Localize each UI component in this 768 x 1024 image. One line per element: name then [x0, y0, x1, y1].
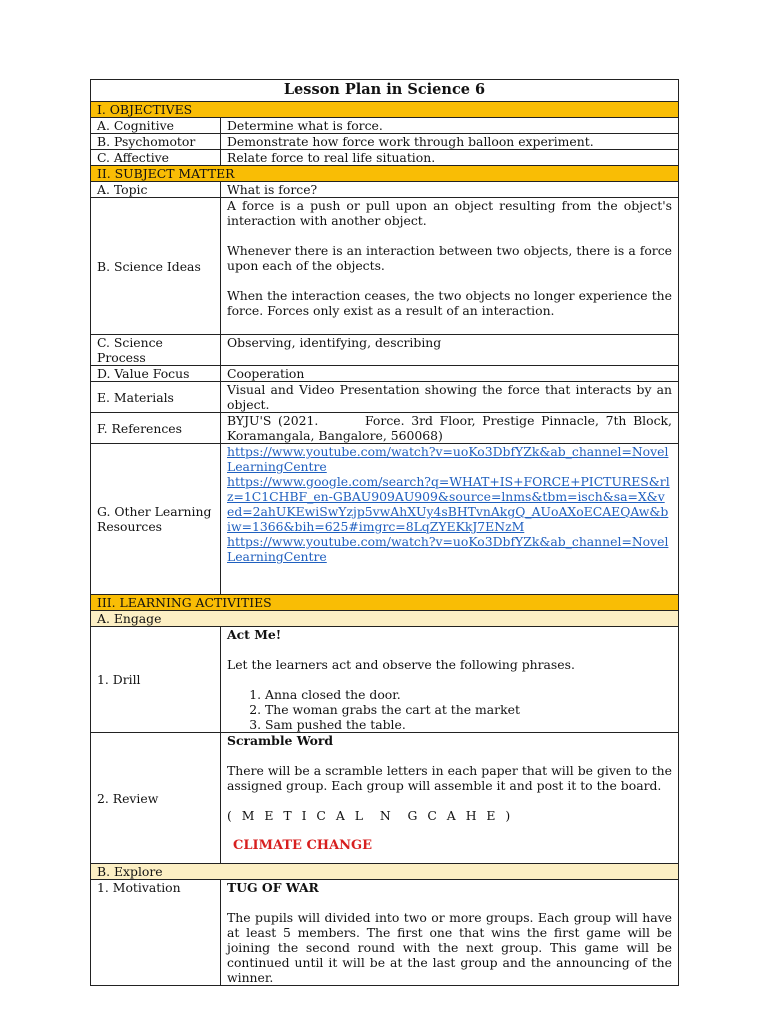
resource-link-youtube-2[interactable]: https://www.youtube.com/watch?v=uoKo3DbfYZk&ab_channel=NovelLearningCentre — [227, 534, 669, 564]
drill-phrase: 3. Sam pushed the table. — [265, 717, 672, 732]
resource-link-google-images[interactable]: https://www.google.com/search?q=WHAT+IS+FORCE+PICTURES&rlz=1C1CHBF_en-GBAU909AU909&source=lnms&tbm=isch&sa=X&ved=2ahUKEwiSwYzjp5vwAhXUy4sBHTvnAkgQ_AUoAXoECAEQAw&biw=1366&bih=625#imgrc=8LqZYEKkJ7ENzM — [227, 474, 670, 534]
section-objectives-heading: I. OBJECTIVES — [91, 102, 679, 118]
drill-instruction: Let the learners act and observe the following phrases. — [227, 657, 575, 672]
lesson-plan-page — [90, 79, 679, 986]
science-process-value: Observing, identifying, describing — [221, 335, 679, 366]
references-value: BYJU'S (2021. Force. 3rd Floor, Prestige Pinnacle, 7th Block, Koramangala, Bangalore, 560068) — [221, 413, 679, 444]
motivation-title: TUG OF WAR — [227, 880, 319, 895]
science-ideas-cell — [221, 198, 679, 335]
other-resources-label: G. Other Learning Resources — [91, 444, 221, 595]
drill-phrase: 1. Anna closed the door. — [265, 687, 672, 702]
objective-label-cognitive: A. Cognitive — [91, 118, 221, 134]
objective-label-psychomotor: B. Psychomotor — [91, 134, 221, 150]
scramble-answer: CLIMATE CHANGE — [233, 838, 373, 853]
objective-label-affective: C. Affective — [91, 150, 221, 166]
review-title: Scramble Word — [227, 733, 334, 748]
science-idea-paragraph: When the interaction ceases, the two objects no longer experience the force. Forces only exist as a result of an interaction. — [227, 288, 672, 318]
motivation-text: The pupils will divided into two or more groups. Each group will have at least 5 members. The first one that wins the first game will be joining the second round with the next group. This game will be continued until it will be at the last group and the announcing of the winner. — [227, 910, 672, 985]
objective-value-cognitive: Determine what is force. — [221, 118, 679, 134]
review-cell — [221, 733, 679, 864]
objective-value-psychomotor: Demonstrate how force work through balloon experiment. — [221, 134, 679, 150]
drill-title: Act Me! — [227, 627, 282, 642]
science-idea-paragraph: A force is a push or pull upon an object resulting from the object's interaction with another object. — [227, 198, 672, 228]
materials-value: Visual and Video Presentation showing the force that interacts by an object. — [221, 382, 679, 413]
science-process-label: C. Science Process — [91, 335, 221, 366]
topic-value: What is force? — [221, 182, 679, 198]
topic-label: A. Topic — [91, 182, 221, 198]
review-label: 2. Review — [91, 733, 221, 864]
drill-label: 1. Drill — [91, 627, 221, 733]
other-resources-links — [221, 444, 679, 595]
materials-label: E. Materials — [91, 382, 221, 413]
engage-heading: A. Engage — [91, 611, 679, 627]
section-learning-activities-heading: III. LEARNING ACTIVITIES — [91, 595, 679, 611]
review-instruction: There will be a scramble letters in each paper that will be given to the assigned group. Each group will assemble it and post it to the board. — [227, 763, 672, 793]
motivation-label: 1. Motivation — [91, 880, 221, 986]
lesson-plan-table — [90, 79, 679, 986]
objective-value-affective: Relate force to real life situation. — [221, 150, 679, 166]
explore-heading: B. Explore — [91, 864, 679, 880]
drill-phrase-list — [227, 687, 672, 732]
science-idea-paragraph: Whenever there is an interaction between two objects, there is a force upon each of the objects. — [227, 243, 672, 273]
scrambled-letters: ( M E T I C A L N G C A H E ) — [227, 808, 514, 823]
section-subject-matter-heading: II. SUBJECT MATTER — [91, 166, 679, 182]
science-ideas-label: B. Science Ideas — [91, 198, 221, 335]
motivation-cell — [221, 880, 679, 986]
document-title: Lesson Plan in Science 6 — [91, 80, 679, 102]
drill-cell — [221, 627, 679, 733]
references-label: F. References — [91, 413, 221, 444]
drill-phrase: 2. The woman grabs the cart at the market — [265, 702, 672, 717]
value-focus-label: D. Value Focus — [91, 366, 221, 382]
value-focus-value: Cooperation — [221, 366, 679, 382]
resource-link-youtube[interactable]: https://www.youtube.com/watch?v=uoKo3DbfYZk&ab_channel=NovelLearningCentre — [227, 444, 669, 474]
